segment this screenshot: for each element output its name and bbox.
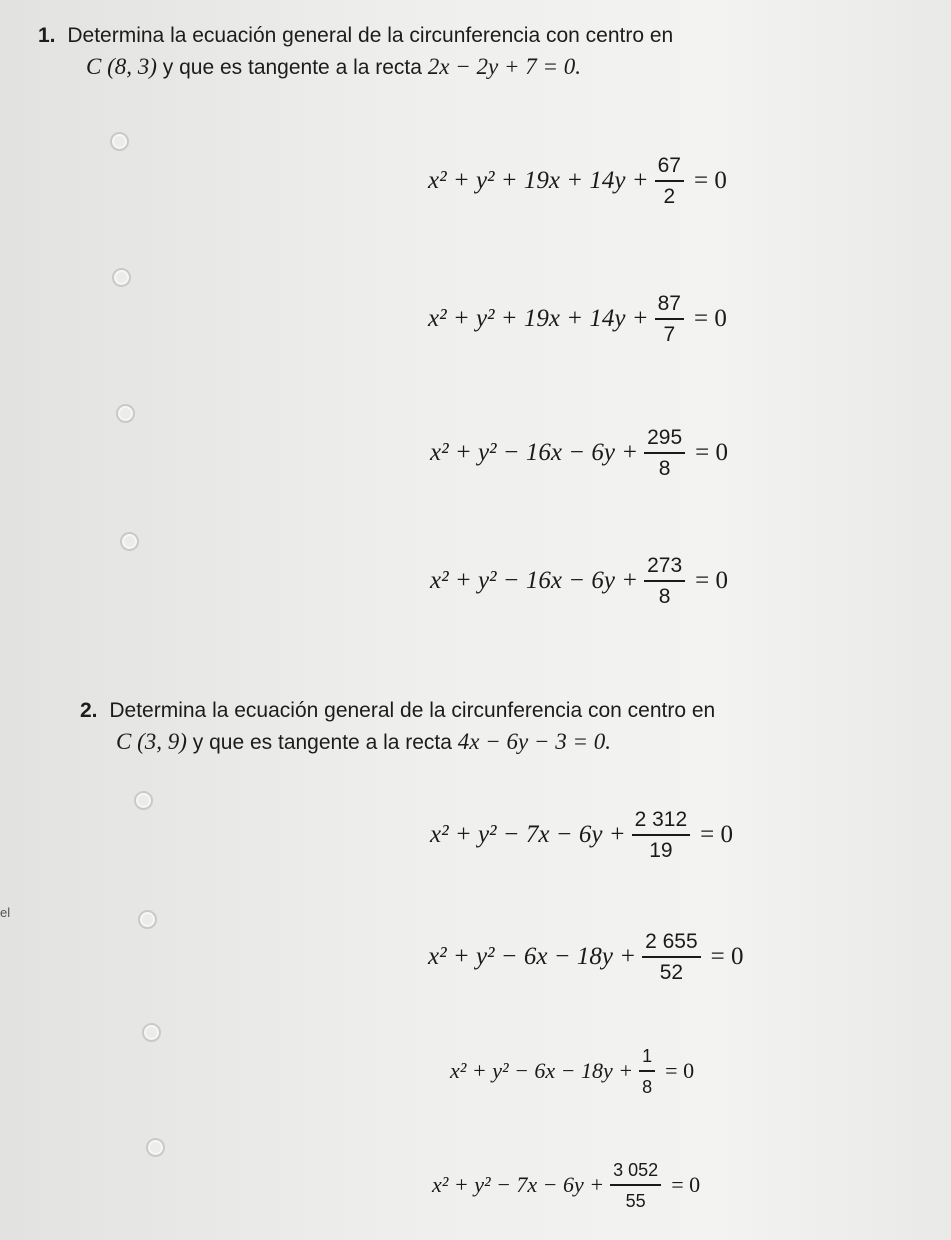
fraction-denominator: 8 — [642, 1076, 653, 1097]
option-fraction — [655, 293, 684, 346]
option-q2-a[interactable] — [430, 800, 733, 870]
fraction-numerator: 87 — [655, 293, 684, 320]
question-text: Determina la ecuación general de la circunferencia con centro en — [109, 699, 716, 722]
option-radio-q2-c[interactable] — [142, 1023, 161, 1042]
option-expression: x² + y² + 19x + 14y + — [428, 167, 649, 194]
fraction-numerator: 67 — [655, 155, 684, 182]
fraction-numerator: 295 — [644, 427, 685, 454]
option-radio-q2-b[interactable] — [138, 910, 157, 929]
option-expression: x² + y² − 6x − 18y + — [428, 943, 637, 970]
option-expression: x² + y² + 19x + 14y + — [428, 305, 649, 332]
option-rhs: = 0 — [700, 821, 734, 848]
option-q2-d[interactable] — [432, 1150, 700, 1220]
option-q1-d[interactable] — [430, 546, 728, 616]
option-radio-q2-a[interactable] — [134, 791, 153, 810]
option-q1-b[interactable] — [428, 284, 727, 354]
option-radio-q1-c[interactable] — [116, 404, 135, 423]
fraction-denominator: 2 — [663, 184, 676, 208]
question-1-statement — [38, 20, 918, 83]
fraction-numerator: 1 — [639, 1045, 655, 1072]
fraction-denominator: 19 — [649, 838, 673, 862]
question-text-cont: y que es tangente a la recta — [162, 56, 422, 79]
option-rhs: = 0 — [693, 167, 727, 194]
line-equation: 2x − 2y + 7 = 0. — [427, 54, 582, 79]
option-radio-q1-b[interactable] — [112, 268, 131, 287]
fraction-numerator: 2 312 — [632, 809, 691, 836]
question-text: Determina la ecuación general de la circunferencia con centro en — [67, 24, 674, 47]
fraction-numerator: 3 052 — [610, 1159, 661, 1186]
option-q1-c[interactable] — [430, 418, 728, 488]
question-2-statement — [80, 695, 940, 758]
edge-fragment: el — [0, 905, 11, 920]
fraction-denominator: 8 — [658, 584, 671, 608]
option-rhs: = 0 — [671, 1172, 701, 1197]
option-expression: x² + y² − 16x − 6y + — [430, 567, 639, 594]
option-fraction — [644, 555, 685, 608]
question-number: 1. — [38, 24, 56, 47]
option-rhs: = 0 — [710, 943, 744, 970]
option-q1-a[interactable] — [428, 146, 727, 216]
option-expression: x² + y² − 16x − 6y + — [430, 439, 639, 466]
option-rhs: = 0 — [665, 1058, 695, 1083]
question-number: 2. — [80, 699, 98, 722]
option-rhs: = 0 — [693, 305, 727, 332]
option-rhs: = 0 — [695, 439, 729, 466]
option-expression: x² + y² − 7x − 6y + — [430, 821, 626, 848]
option-radio-q2-d[interactable] — [146, 1138, 165, 1157]
fraction-denominator: 52 — [659, 960, 684, 984]
fraction-numerator: 2 655 — [642, 931, 701, 958]
fraction-denominator: 7 — [663, 322, 676, 346]
option-expression: x² + y² − 7x − 6y + — [432, 1172, 605, 1197]
option-rhs: = 0 — [695, 567, 729, 594]
option-fraction — [655, 155, 684, 208]
option-radio-q1-d[interactable] — [120, 532, 139, 551]
option-fraction — [642, 931, 701, 984]
fraction-numerator: 273 — [644, 555, 685, 582]
center-point: C (3, 9) — [116, 729, 187, 754]
question-text-cont: y que es tangente a la recta — [192, 731, 452, 754]
option-q2-c[interactable] — [450, 1036, 694, 1106]
option-radio-q1-a[interactable] — [110, 132, 129, 151]
option-fraction — [639, 1045, 655, 1098]
option-expression: x² + y² − 6x − 18y + — [450, 1058, 634, 1083]
option-fraction — [644, 427, 685, 480]
fraction-denominator: 8 — [658, 456, 671, 480]
center-point: C (8, 3) — [86, 54, 157, 79]
fraction-denominator: 55 — [625, 1190, 646, 1211]
option-fraction — [610, 1159, 661, 1212]
option-fraction — [632, 809, 691, 862]
line-equation: 4x − 6y − 3 = 0. — [457, 729, 612, 754]
option-q2-b[interactable] — [428, 922, 744, 992]
